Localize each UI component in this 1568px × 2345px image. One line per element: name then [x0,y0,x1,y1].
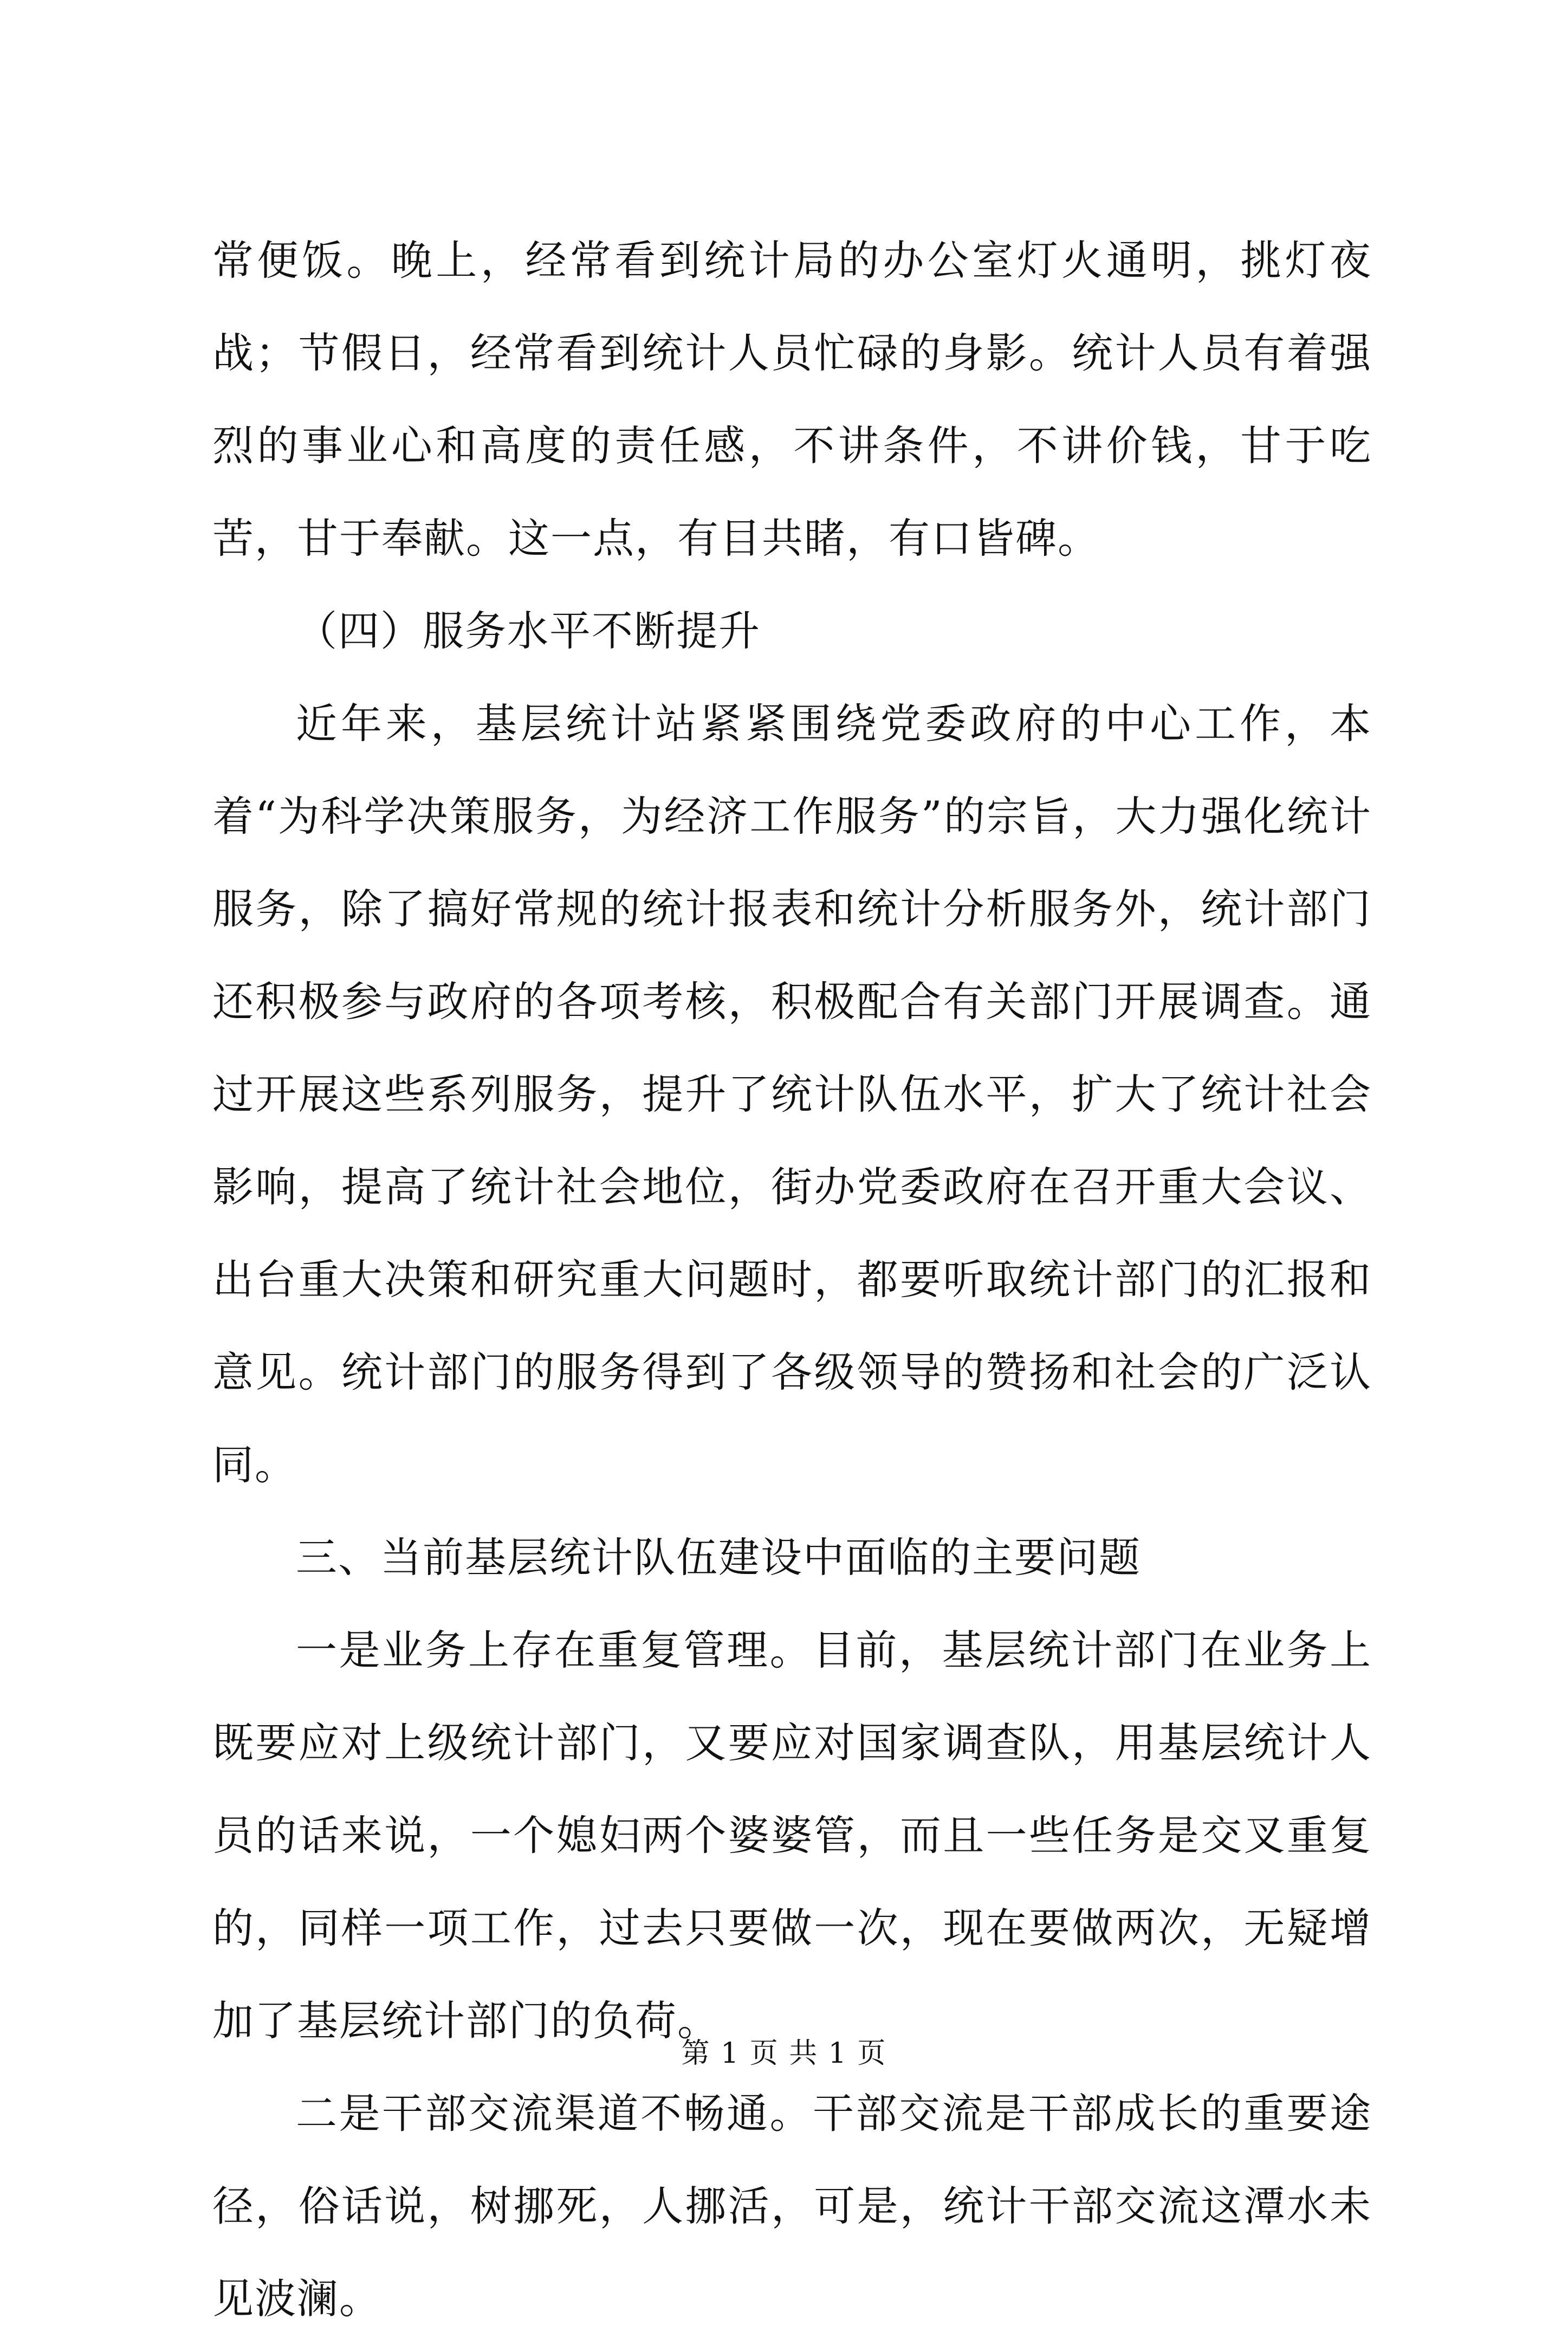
section-heading-service-level: （四）服务水平不断提升 [296,607,761,655]
paragraph-service: 近年来，基层统计站紧紧围绕党委政府的中心工作，本着“为科学决策服务，为经济工作服务”的宗旨，大力强化统计服务，除了搞好常规的统计报表和统计分析服务外，统计部门还积极参与政府的各项考核，积极配合有关部门开展调查。通过开展这些系列服务，提升了统计队伍水平，扩大了统计社会影响，提高了统计社会地位，街办党委政府在召开重大会议、出台重大决策和研究重大问题时，都要听取统计部门的汇报和意见。统计部门的服务得到了各级领导的赞扬和社会的广泛认同。 [212,699,1372,1489]
document-body [212,214,1372,2345]
section-heading-main-problems: 三、当前基层统计队伍建设中面临的主要问题 [296,1533,1141,1582]
page-number-label: 第 1 页 共 1 页 [681,2037,887,2070]
paragraph-problem-one: 一是业务上存在重复管理。目前，基层统计部门在业务上既要应对上级统计部门，又要应对国家调查队，用基层统计人员的话来说，一个媳妇两个婆婆管，而且一些任务是交叉重复的，同样一项工作，过去只要做一次，现在要做两次，无疑增加了基层统计部门的负荷。 [212,1626,1372,2045]
paragraph-continuation: 常便饭。晚上，经常看到统计局的办公室灯火通明，挑灯夜战；节假日，经常看到统计人员忙碌的身影。统计人员有着强烈的事业心和高度的责任感，不讲条件，不讲价钱，甘于吃苦，甘于奉献。这一点，有目共睹，有口皆碑。 [212,236,1372,562]
paragraph-problem-two: 二是干部交流渠道不畅通。干部交流是干部成长的重要途径，俗话说，树挪死，人挪活，可是，统计干部交流这潭水未见波澜。 [212,2089,1372,2323]
page-footer [0,2035,1568,2072]
